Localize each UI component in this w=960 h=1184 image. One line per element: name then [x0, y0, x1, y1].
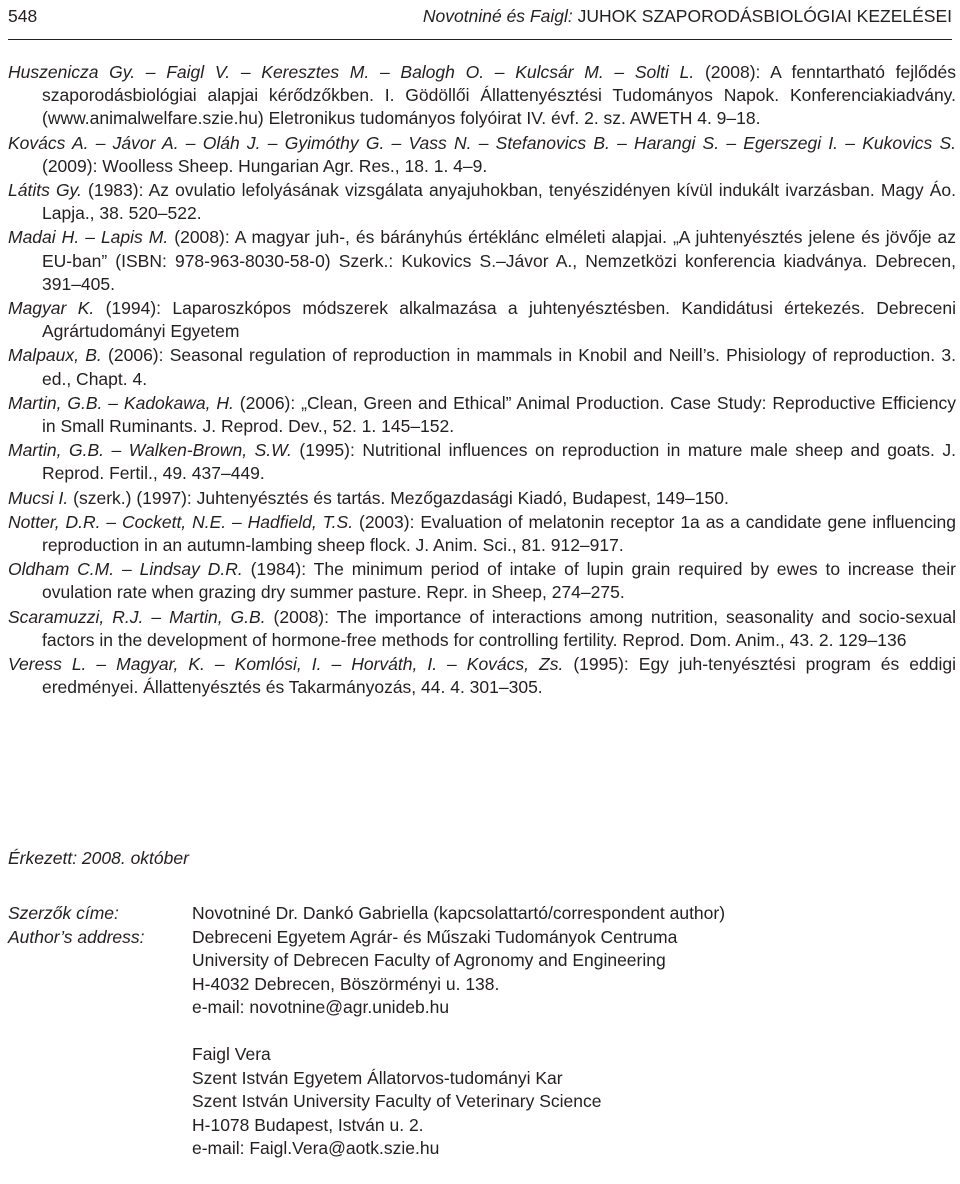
reference-text: (szerk.) (1997): Juhtenyésztés és tartás. Mezőgazdasági Kiadó, Budapest, 149–150. — [68, 487, 729, 508]
reference-text: (2006): „Clean, Green and Ethical” Animal Production. Case Study: Reproductive Efficiency in Small Ruminants. J. Reprod. Dev., 52. 1. 145–152. — [42, 392, 957, 437]
address-line: Novotniné Dr. Dankó Gabriella (kapcsolattartó/correspondent author) — [192, 903, 726, 923]
reference-authors: Mucsi I. — [8, 487, 69, 508]
reference-text: (1994): Laparoszkópos módszerek alkalmazása a juhtenyésztésben. Kandidátusi értekezés. Debreceni Agrártudományi Egyetem — [42, 298, 956, 342]
address-label-hu: Szerzők címe: — [8, 903, 119, 923]
reference-item — [8, 511, 956, 557]
author-address — [8, 902, 725, 1184]
reference-item — [8, 653, 956, 699]
reference-authors: Veress L. – Magyar, K. – Komlósi, I. – Horváth, I. – Kovács, Zs. — [8, 654, 564, 675]
address-line: H-1078 Budapest, István u. 2. — [192, 1114, 424, 1135]
reference-authors: Scaramuzzi, R.J. – Martin, G.B. — [8, 606, 266, 627]
header-authors: Novotniné és Faigl: — [422, 6, 573, 26]
reference-text: (2008): The importance of interactions among nutrition, seasonality and socio-sexual factors in the development of hormone-free methods for controlling fertility. Reprod. Dom. Anim., 43. 2. 129–136 — [42, 606, 956, 650]
address-blocks — [192, 902, 725, 1184]
reference-item — [8, 344, 956, 390]
reference-text: (2006): Seasonal regulation of reproduction in mammals in Knobil and Neill’s. Phisiology of reproduction. 3. ed., Chapt. 4. — [42, 345, 956, 389]
address-line: Szent István University Faculty of Veterinary Science — [192, 1091, 602, 1111]
running-header — [8, 6, 952, 27]
address-line: Debreceni Egyetem Agrár- és Műszaki Tudományok Centruma — [192, 926, 678, 947]
address-line: e-mail: novotnine@agr.unideb.hu — [192, 997, 450, 1017]
address-line: Szent István Egyetem Állatorvos-tudományi Kar — [192, 1067, 563, 1088]
address-line: e-mail: Faigl.Vera@aotk.szie.hu — [192, 1138, 440, 1158]
reference-item — [8, 61, 956, 131]
reference-text: (2003): Evaluation of melatonin receptor 1a as a candidate gene influencing reproduction in an autumn-lambing sheep flock. J. Anim. Sci., 81. 912–917. — [42, 511, 956, 556]
reference-authors: Magyar K. — [8, 298, 95, 319]
reference-text: (1984): The minimum period of intake of lupin grain required by ewes to increase their ovulation rate when grazing dry summer pasture. Repr. in Sheep, 274–275. — [42, 559, 956, 603]
reference-authors: Martin, G.B. – Walken-Brown, S.W. — [8, 440, 292, 461]
reference-item — [8, 179, 956, 225]
reference-authors: Huszenicza Gy. – Faigl V. – Keresztes M. – Balogh O. – Kulcsár M. – Solti L. — [8, 62, 695, 82]
address-label-en: Author’s address: — [8, 926, 145, 947]
reference-list — [8, 61, 956, 700]
reference-item — [8, 558, 956, 604]
reference-text: (2008): A fenntartható fejlődés szaporodásbiológiai alapjai kérődzőkben. I. Gödöllői Állattenyésztési Tudományos Napok. Konferenciakiadvány. (www.animalwelfare.szie.hu) Eletronikus tudományos folyóirat IV. évf. 2. sz. AWETH 4. 9–18. — [42, 62, 956, 129]
reference-item — [8, 226, 956, 296]
reference-item — [8, 487, 956, 510]
reference-item — [8, 392, 956, 438]
reference-item — [8, 439, 956, 485]
address-line: Faigl Vera — [192, 1044, 271, 1064]
address-line: H-4032 Debrecen, Böszörményi u. 138. — [192, 973, 500, 994]
reference-text: (2008): A magyar juh-, és bárányhús értéklánc elméleti alapjai. „A juhtenyésztés jelene és jövője az EU-ban” (ISBN: 978-963-8030-58-0) Szerk.: Kukovics S.–Jávor A., Nemzetközi konferencia kiadványa. Debrecen, 391–405. — [42, 227, 956, 294]
journal-header — [423, 6, 952, 27]
reference-text: (1995): Nutritional influences on reproduction in mature male sheep and goats. J. Reprod. Fertil., 49. 437–449. — [42, 440, 956, 484]
address-labels — [8, 902, 192, 1184]
reference-text: (2009): Woolless Sheep. Hungarian Agr. Res., 18. 1. 4–9. — [42, 155, 488, 176]
header-rule — [8, 39, 952, 40]
reference-authors: Látits Gy. — [8, 180, 82, 201]
reference-authors: Madai H. – Lapis M. — [8, 227, 169, 248]
reference-authors: Malpaux, B. — [8, 345, 102, 366]
address-block — [192, 1043, 725, 1161]
reference-authors: Martin, G.B. – Kadokawa, H. — [8, 392, 234, 413]
reference-text: (1995): Egy juh-tenyésztési program és eddigi eredményei. Állattenyésztés és Takarmányozás, 44. 4. 301–305. — [42, 654, 956, 698]
reference-item — [8, 297, 956, 343]
address-line: University of Debrecen Faculty of Agronomy and Engineering — [192, 950, 666, 970]
received-date: Érkezett: 2008. október — [8, 848, 189, 868]
page-number: 548 — [8, 6, 38, 26]
header-title: JUHOK SZAPORODÁSBIOLÓGIAI KEZELÉSEI — [577, 6, 952, 26]
reference-authors: Notter, D.R. – Cockett, N.E. – Hadfield, T.S. — [8, 511, 354, 532]
reference-authors: Kovács A. – Jávor A. – Oláh J. – Gyimóthy G. – Vass N. – Stefanovics B. – Harangi S. – Egerszegi I. – Kukovics S. — [8, 132, 956, 153]
reference-item — [8, 606, 956, 652]
reference-authors: Oldham C.M. – Lindsay D.R. — [8, 559, 243, 580]
reference-text: (1983): Az ovulatio lefolyásának vizsgálata anyajuhokban, tenyészidényen kívül indukált ivarzásban. Magy Áo. Lapja., 38. 520–522. — [42, 180, 956, 224]
address-block — [192, 902, 725, 1020]
reference-item — [8, 132, 956, 178]
